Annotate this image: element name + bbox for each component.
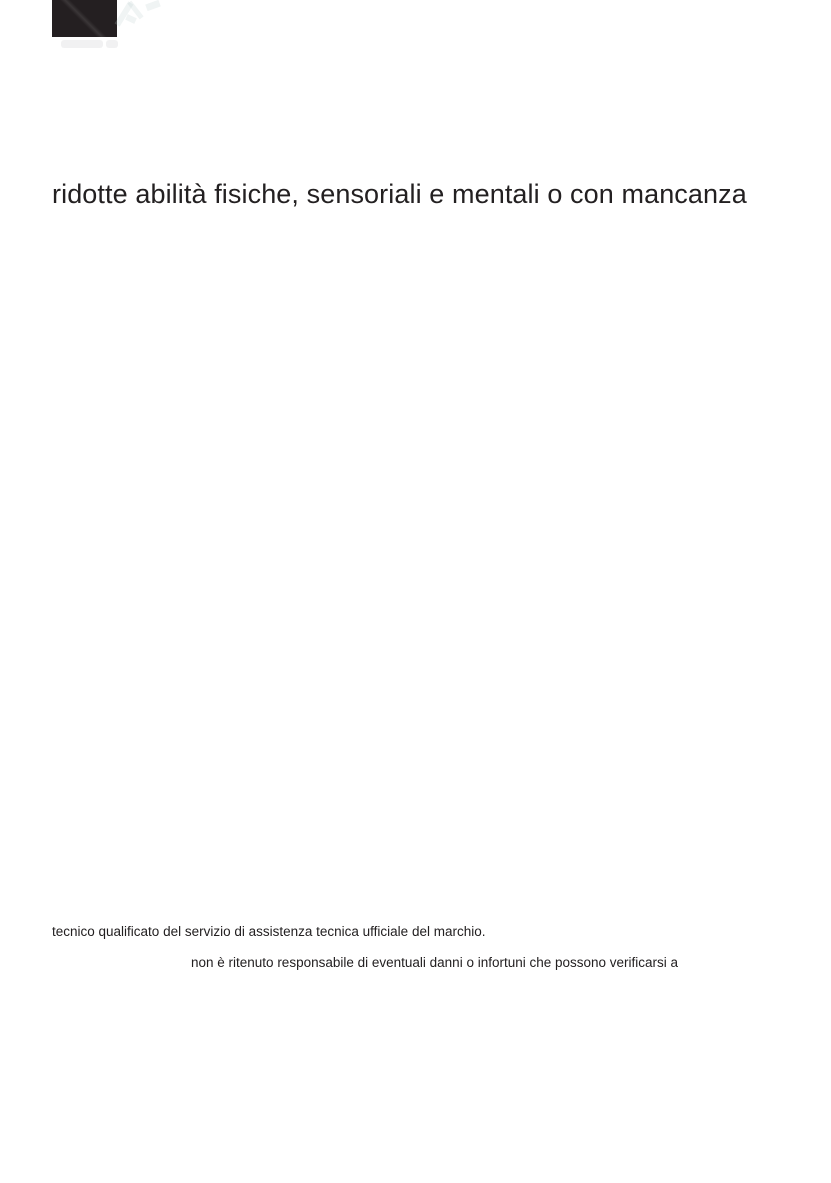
body-text-line: tecnico qualificato del servizio di assistenza tecnica ufficiale del marchio. — [52, 924, 486, 939]
body-text-line: non è ritenuto responsabile di eventuali danni o infortuni che possono verificarsi a — [191, 955, 679, 970]
ghost-smudge — [106, 40, 118, 48]
ghost-scan-mark — [145, 0, 161, 11]
ghost-smudge — [61, 40, 103, 48]
ghost-scan-mark — [125, 14, 137, 24]
black-corner-block — [52, 0, 117, 37]
page-heading-line: ridotte abilità fisiche, sensoriali e mentali o con mancanza — [52, 179, 747, 209]
